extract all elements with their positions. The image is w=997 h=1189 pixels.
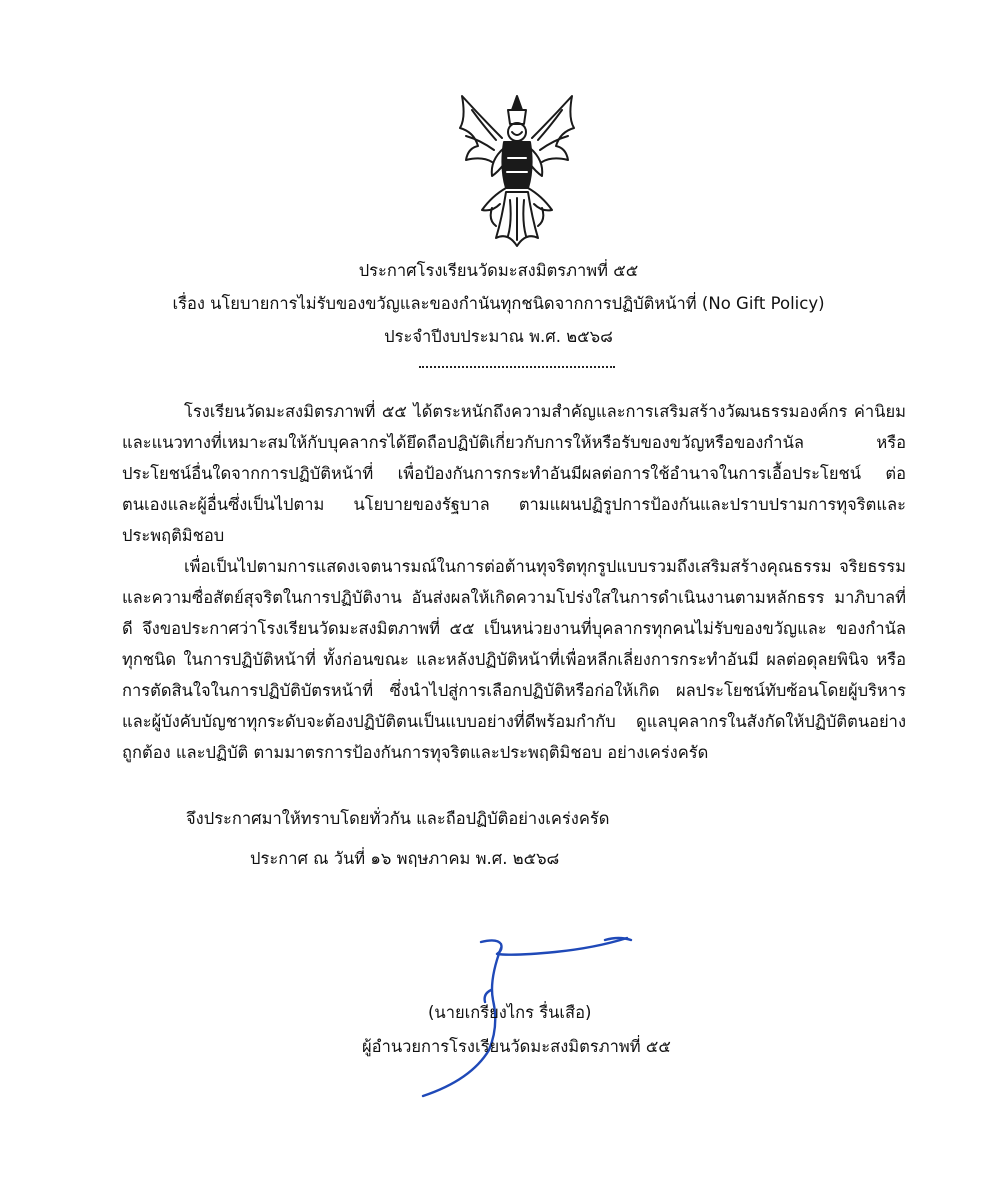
signatory-position: ผู้อำนวยการโรงเรียนวัดมะสงมิตรภาพที่ ๕๕: [362, 1037, 671, 1056]
garuda-emblem-icon: [452, 88, 582, 252]
announcement-subject: เรื่อง นโยบายการไม่รับของขวัญและของกำนันทุกชนิดจากการปฏิบัติหน้าที่ (No Gift Policy): [172, 294, 825, 313]
closing-announce: จึงประกาศมาให้ทราบโดยทั่วกัน และถือปฏิบัติอย่างเคร่งครัด: [186, 809, 610, 828]
header-divider: [419, 366, 615, 368]
body-paragraph-2: เพื่อเป็นไปตามการแสดงเจตนารมณ์ในการต่อต้านทุจริตทุกรูปแบบรวมถึงเสริมสร้างคุณธรรม จริยธรรมและความซื่อสัตย์สุจริตในการปฏิบัติงาน อันส่งผลให้เกิดความโปร่งใสในการดำเนินงานตามหลักธรร มาภิบาลที่ดี จึงขอประกาศว่าโรงเรียนวัดมะสงมิตภาพที่ ๕๕ เป็นหน่วยงานที่บุคลากรทุกคนไม่รับของขวัญและ ของกำนัล ทุกชนิด ในการปฏิบัติหน้าที่ ทั้งก่อนขณะ และหลังปฏิบัติหน้าที่เพื่อหลีกเลี่ยงการกระทำอันมี ผลต่อดุลยพินิจ หรือการตัดสินใจในการปฏิบัติบัตรหน้าที่ ซึ่งนำไปสู่การเลือกปฏิบัติหรือก่อให้เกิด ผลประโยชน์ทับซ้อนโดยผู้บริหารและผู้บังคับบัญชาทุกระดับจะต้องปฏิบัติตนเป็นแบบอย่างที่ดีพร้อมกำกับ ดูแลบุคลากรในสังกัดให้ปฏิบัติตนอย่างถูกต้อง และปฏิบัติ ตามมาตรการป้องกันการทุจริตและประพฤติมิชอบ อย่างเคร่งครัด: [122, 557, 906, 762]
announcement-date: ประกาศ ณ วันที่ ๑๖ พฤษภาคม พ.ศ. ๒๕๖๘: [250, 849, 560, 868]
body-paragraph-1: โรงเรียนวัดมะสงมิตรภาพที่ ๕๕ ได้ตระหนักถึงความสำคัญและการเสริมสร้างวัฒนธรรมองค์กร ค่านิยม และแนวทางที่เหมาะสมให้กับบุคลากรได้ยึดถือปฏิบัติเกี่ยวกับการให้หรือรับของขวัญหรือของกำนัล หรือประโยชน์อื่นใดจากการปฏิบัติหน้าที่ เพื่อป้องกันการกระทำอันมีผลต่อการใช้อำนาจในการเอื้อประโยชน์ ต่อตนเองและผู้อื่นซึ่งเป็นไปตาม นโยบายของรัฐบาล ตามแผนปฏิรูปการป้องกันและปราบปรามการทุจริตและ ประพฤติมิชอบ: [122, 402, 906, 545]
announcement-title: ประกาศโรงเรียนวัดมะสงมิตรภาพที่ ๕๕: [358, 261, 639, 280]
signatory-name: (นายเกรียงไกร รื่นเสือ): [428, 1003, 592, 1022]
fiscal-year: ประจำปีงบประมาณ พ.ศ. ๒๕๖๘: [384, 327, 613, 346]
